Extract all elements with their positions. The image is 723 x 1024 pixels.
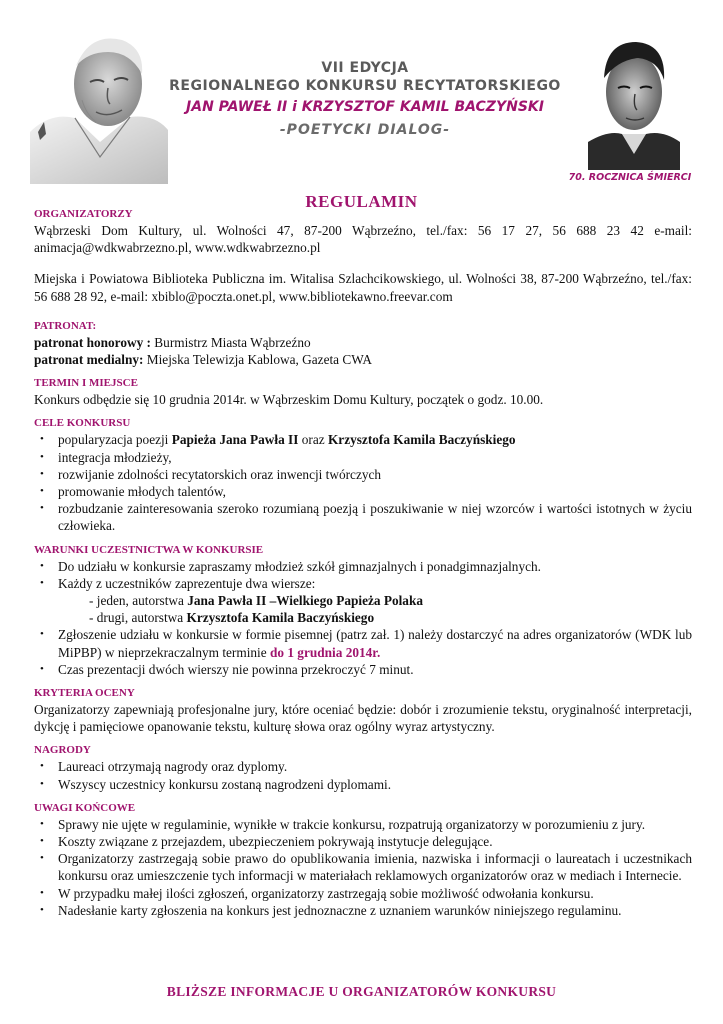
list-item: • popularyzacja poezji Papieża Jana Pawła II oraz Krzysztofa Kamila Baczyńskiego [40,432,516,448]
bullet-icon: • [40,467,44,480]
baczynski-portrait-photo [588,30,680,170]
section-heading-term: TERMIN I MIEJSCE [34,377,138,390]
section-heading-remarks: UWAGI KOŃCOWE [34,801,136,814]
poem-requirement-1: - jeden, autorstwa Jana Pawła II –Wielkiego Papieża Polaka [89,593,423,609]
pope-portrait-photo [30,22,168,184]
contest-name-heading: REGIONALNEGO KONKURSU RECYTATORSKIEGO [169,78,561,94]
deadline-date: do 1 grudnia 2014r. [269,644,381,660]
list-item: • rozwijanie zdolności recytatorskich oraz inwencji twórczych [40,466,382,482]
section-heading-patronage: PATRONAT: [34,319,97,332]
document-title: REGULAMIN [305,192,418,211]
honorary-patronage-label: patronat honorowy : [34,334,151,350]
bullet-icon: • [40,886,44,899]
list-item: • Zgłoszenie udziału w konkursie w formie pisemnej (patrz zał. 1) należy dostarczyć na adres organizatorów (WDK lub MiPBP) w nieprzekraczalnym terminie do 1 grudnia 2014r. [40,627,692,660]
media-patronage-label: patronat medialny: [34,352,144,368]
bullet-icon: • [40,559,44,572]
footer-more-info: BLIŻSZE INFORMACJE U ORGANIZATORÓW KONKURSU [166,984,557,999]
poem-requirement-2: - drugi, autorstwa Krzysztofa Kamila Baczyńskiego [89,610,375,626]
bullet-icon: • [40,903,44,916]
bullet-icon: • [40,852,44,865]
media-patronage-value: Miejska Telewizja Kablowa, Gazeta CWA [143,352,372,368]
organizer-library: Miejska i Powiatowa Biblioteka Publiczna im. Witalisa Szlachcikowskiego, ul. Wolności 38, 87-200 Wąbrzeźno, tel./fax: 56 688 28 92, e-mail: xbiblo@poczta.onet.pl, www.bibliotekawno.freevar.com [34,271,692,304]
bullet-icon: • [40,450,44,463]
conditions-list-continued [34,626,692,678]
bullet-icon: • [40,433,44,446]
section-heading-organizers: ORGANIZATORZY [34,208,133,220]
bullet-icon: • [40,835,44,848]
section-heading-prizes: NAGRODY [34,744,91,757]
bullet-icon: • [40,502,44,515]
honorary-patronage-value: Burmistrz Miasta Wąbrzeźno [150,334,311,350]
list-item: • Sprawy nie ujęte w regulaminie, wynikłe w trakcie konkursu, rozpatrują organizatorzy w porozumieniu z jury. [40,816,646,832]
term-text: Konkurs odbędzie się 10 grudnia 2014r. w Wąbrzeskim Domu Kultury, początek o godz. 10.00. [34,392,544,408]
bullet-icon: • [40,760,44,773]
goals-list [34,431,692,534]
bullet-icon: • [40,576,44,589]
section-heading-goals: CELE KONKURSU [34,417,131,430]
list-item: • Organizatorzy zastrzegają sobie prawo do opublikowania imienia, nazwiska i informacji o laureatach i uczestnikach konkursu oraz umieszczenie tych informacji w materiałach reklamowych organizatorów oraz w mediach i Internecie. [40,851,692,884]
organizer-wdk: Wąbrzeski Dom Kultury, ul. Wolności 47, 87-200 Wąbrzeźno, tel./fax: 56 17 27, 56 688 23 42 e-mail: animacja@wdkwabrzezno.pl, www.wdkwabrzezno.pl [34,223,692,256]
list-item: • promowanie młodych talentów, [40,484,226,500]
section-heading-conditions: WARUNKI UCZESTNICTWA W KONKURSIE [34,543,264,556]
bullet-icon: • [40,777,44,790]
honorary-patronage [34,334,692,351]
media-patronage [34,351,692,368]
conditions-list [34,558,692,592]
list-item: • Każdy z uczestników zaprezentuje dwa wiersze: [40,575,316,591]
prizes-list [34,758,692,792]
list-item: • Laureaci otrzymają nagrody oraz dyplomy. [40,759,288,775]
regulations-body [34,207,692,919]
edition-heading: VII EDYCJA [321,60,409,76]
list-item: • Nadesłanie karty zgłoszenia na konkurs jest jednoznaczne z uznaniem warunków niniejszego regulaminu. [40,902,622,918]
list-item: • W przypadku małej ilości zgłoszeń, organizatorzy zastrzegają sobie możliwość odwołania konkursu. [40,885,594,901]
list-item: • Wszyscy uczestnicy konkursu zostaną nagrodzeni dyplomami. [40,776,392,792]
remarks-list [34,816,692,919]
anniversary-caption: 70. ROCZNICA ŚMIERCI [568,172,692,183]
bullet-icon: • [40,485,44,498]
list-item: • integracja młodzieży, [40,449,172,465]
contest-subtitle: -POETYCKI DIALOG- [279,122,451,138]
contest-patrons-heading: JAN PAWEŁ II i KRZYSZTOF KAMIL BACZYŃSKI [186,99,544,115]
bullet-icon: • [40,628,44,641]
list-item: • Do udziału w konkursie zapraszamy młodzież szkół gimnazjalnych i ponadgimnazjalnych. [40,558,541,574]
criteria-text: Organizatorzy zapewniają profesjonalne jury, które oceniać będzie: dobór i zrozumienie tekstu, oryginalność interpretacji, dykcję i pamięciowe opanowanie tekstu, kulturę słowa oraz ogólny wyraz artystyczny. [34,702,692,735]
list-item: • Czas prezentacji dwóch wierszy nie powinna przekroczyć 7 minut. [40,661,414,677]
section-heading-criteria: KRYTERIA OCENY [34,687,135,700]
bullet-icon: • [40,817,44,830]
list-item: • rozbudzanie zainteresowania szeroko rozumianą poezją i poszukiwanie w niej wzorców i wartości istotnych w życiu człowieka. [40,501,692,534]
list-item: • Koszty związane z przejazdem, ubezpieczeniem pokrywają instytucje delegujące. [40,834,493,850]
bullet-icon: • [40,662,44,675]
